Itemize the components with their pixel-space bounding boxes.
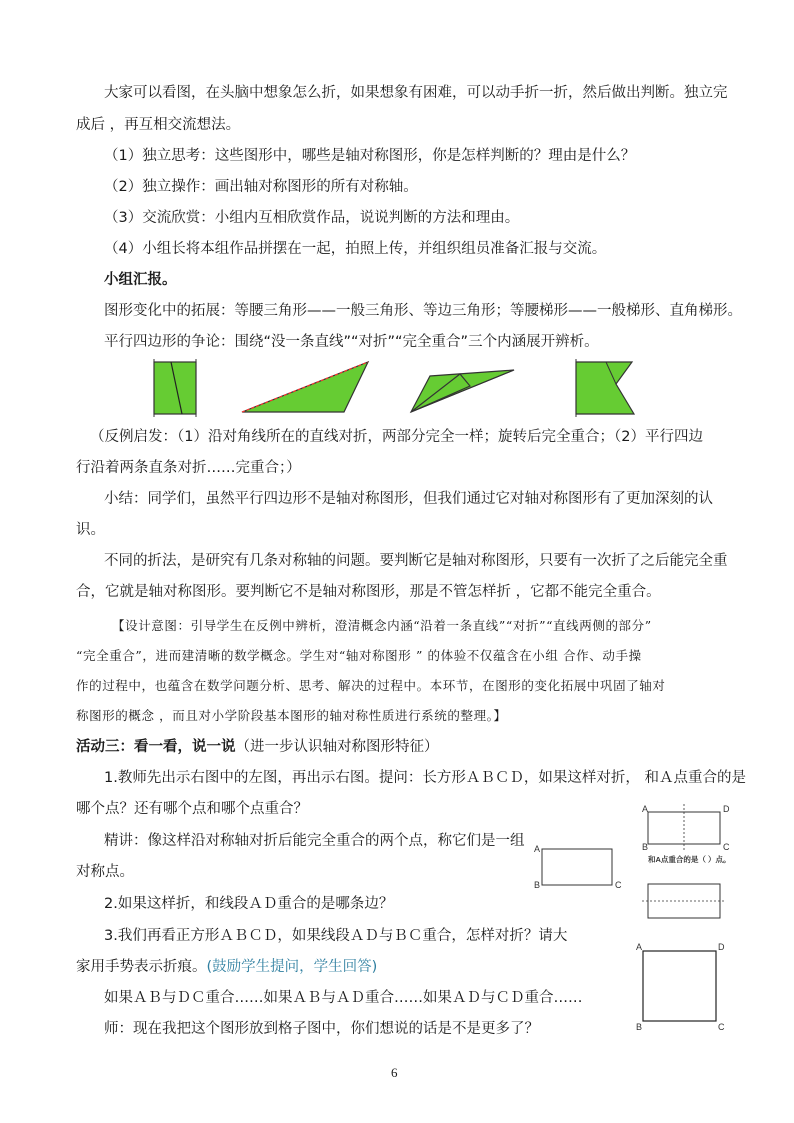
paragraph-extension: 图形变化中的拓展：等腰三角形——一般三角形、等边三角形；等腰梯形——一般梯形、直角梯形。 [104, 303, 742, 319]
step-4-group-leader: （4）小组长将本组作品拼摆在一起，拍照上传，并组织组员准备汇报与交流。 [104, 241, 607, 257]
step-1-think: （1）独立思考：这些图形中，哪些是轴对称图形，你是怎样判断的？理由是什么？ [104, 148, 636, 164]
page-number: 6 [391, 1065, 398, 1080]
parallelogram-figure-3 [411, 370, 514, 412]
paragraph-intro-line2: 成后 ，再互相交流想法。 [76, 117, 241, 133]
explanation-line1: 精讲：像这样沿对称轴对折后能完全重合的两个点，称它们是一组 [104, 833, 525, 849]
rectangle-horizontal-fold [642, 884, 726, 918]
parallelogram-figure-2 [242, 362, 368, 412]
label-a-top: A [642, 804, 649, 814]
paragraph-debate: 平行四边形的争论：围绕“没一条直线”“对折”“完全重合”三个内涵展开辨析。 [104, 334, 599, 350]
label-c-top: C [723, 842, 730, 852]
folding-line2: 合，它就是轴对称图形。要判断它不是轴对称图形，那是不管怎样折 ，它都不能完全重合。 [76, 584, 661, 600]
design-intent-line1: 【设计意图：引导学生在反例中辨析，澄清概念内涵“沿着一条直线”“对折”“直线两侧的部分” [112, 618, 652, 633]
design-intent-line4: 称图形的概念 ，而且对小学阶段基本图形的轴对称性质进行系统的整理。】 [76, 708, 507, 723]
summary-line1: 小结：同学们，虽然平行四边形不是轴对称图形，但我们通过它对轴对称图形有了更加深刻的认 [104, 491, 713, 507]
step-3-share: （3）交流欣赏：小组内互相欣赏作品，说说判断的方法和理由。 [104, 210, 520, 226]
step-2-operate: （2）独立操作：画出轴对称图形的所有对称轴。 [104, 179, 418, 195]
activity3-heading: 活动三：看一看，说一说 [76, 739, 236, 755]
label-d-top: D [723, 804, 730, 814]
question3-line2: 家用手势表示折痕。 [76, 959, 207, 975]
design-intent-line2: “完全重合”，进而建清晰的数学概念。学生对“轴对称图形 ” 的体验不仅蕴含在小组 合作、动手操 [76, 648, 642, 663]
label-a-square: A [636, 942, 643, 952]
question2: 2.如果这样折，和线段ＡＤ重合的是哪条边？ [104, 896, 394, 912]
parallelogram-figure-4 [576, 359, 634, 418]
design-intent-line3: 作的过程中，也蕴含在数学问题分析、思考、解决的过程中。本环节，在图形的变化拓展中巩固了轴对 [76, 678, 666, 693]
question1-line2: 哪个点？还有哪个点和哪个点重合？ [76, 801, 308, 817]
report-heading: 小组汇报。 [104, 272, 177, 288]
counter-example-line2: 行沿着两条直条对折……完重合；） [76, 460, 301, 476]
parallelogram-figures [0, 356, 794, 426]
question1-line1: 1.教师先出示右图中的左图，再出示右图。提问：长方形ＡＢＣＤ，如果这样对折， 和Ａ点重合的是 [104, 770, 746, 786]
question4: 如果ＡＢ与ＤＣ重合……如果ＡＢ与ＡＤ重合……如果ＡＤ与ＣＤ重合…… [104, 990, 583, 1006]
activity3-heading-row [76, 737, 439, 757]
question3-note: (鼓励学生提问，学生回答) [206, 959, 378, 975]
label-b-square: B [636, 1022, 643, 1032]
parallelogram-figure-1 [154, 359, 196, 418]
label-c-square: C [718, 1022, 725, 1032]
folding-line1: 不同的折法，是研究有几条对称轴的问题。要判断它是轴对称图形，只要有一次折了之后能完全重 [104, 553, 728, 569]
counter-example-line1: （反例启发：（1）沿对角线所在的直线对折，两部分完全一样；旋转后完全重合；（2）平行四边 [90, 429, 703, 445]
rectangle-vertical-fold [642, 804, 731, 864]
question3-line1: 3.我们再看正方形ＡＢＣＤ，如果线段ＡＤ与ＢＣ重合，怎样对折？请大 [104, 928, 568, 944]
summary-line2: 识。 [76, 522, 105, 538]
label-a-left: A [534, 844, 541, 854]
question5: 师：现在我把这个图形放到格子图中，你们想说的话是不是更多了？ [104, 1021, 539, 1037]
label-b-top: B [642, 842, 649, 852]
label-b-left: B [534, 880, 541, 890]
rectangle-abcd-left [534, 844, 622, 890]
paragraph-intro-line1: 大家可以看图，在头脑中想象怎么折，如果想象有困难，可以动手折一折，然后做出判断。独立完 [104, 85, 728, 101]
rectangle-caption: 和A点重合的是（ ）点。 [648, 855, 731, 864]
question3-line2-row [76, 957, 377, 977]
rectangle-figures [530, 800, 790, 1100]
activity3-note: （进一步认识轴对称图形特征） [235, 739, 439, 755]
label-c-left: C [615, 880, 622, 890]
label-d-square: D [718, 942, 725, 952]
explanation-line2: 对称点。 [76, 864, 134, 880]
square-abcd [636, 942, 725, 1032]
